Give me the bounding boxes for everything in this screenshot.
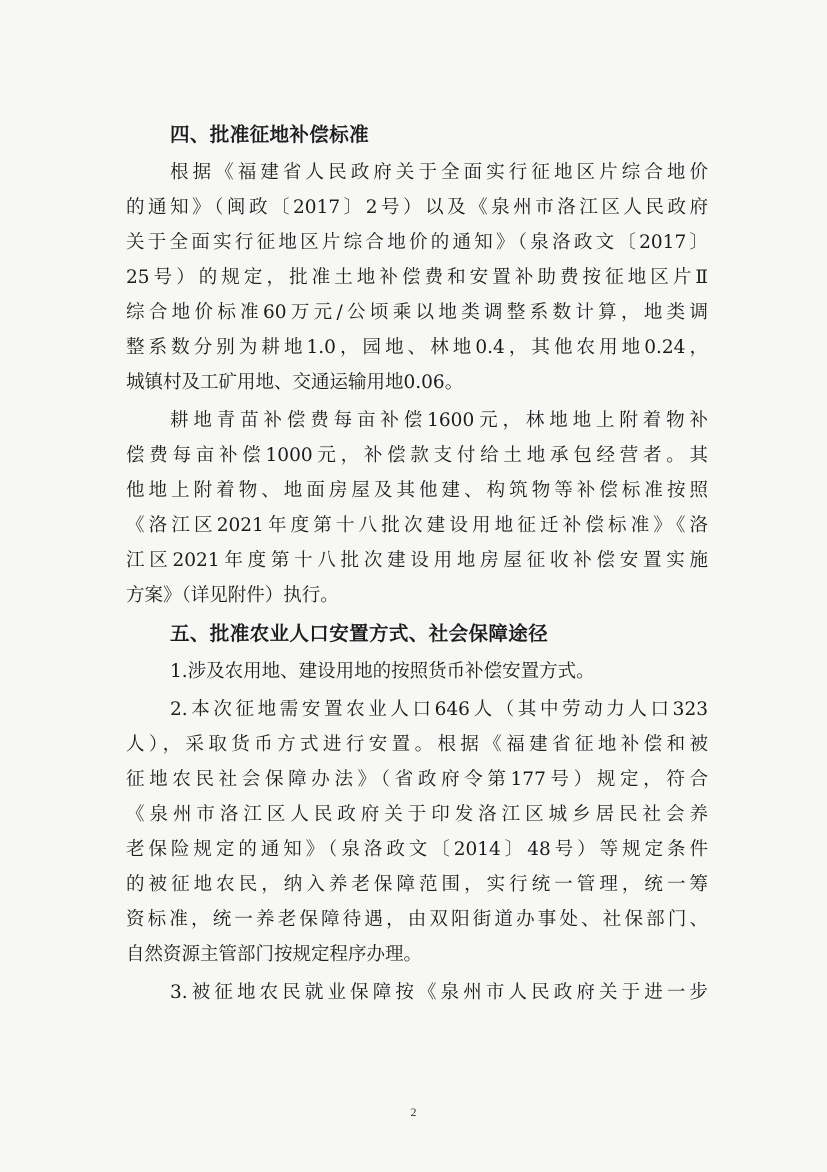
- text-line: 1.涉及农用地、建设用地的按照货币补偿安置方式。: [170, 661, 595, 682]
- section-heading: 五、批准农业人口安置方式、社会保障途径: [170, 622, 549, 645]
- page-number: 2: [410, 1105, 417, 1119]
- text-line: 自然资源主管部门按规定程序办理。: [126, 944, 423, 965]
- paragraph: [126, 155, 708, 400]
- text-line: 3.被征地农民就业保障按《泉州市人民政府关于进一步: [170, 982, 708, 1003]
- text-line: 资标准，统一养老保障待遇，由双阳街道办事处、社保部门、: [126, 909, 708, 930]
- text-line: 江区2021年度第十八批次建设用地房屋征收补偿安置实施: [126, 550, 708, 571]
- text-line: 综合地价标准60万元/公顷乘以地类调整系数计算，地类调: [126, 302, 708, 323]
- text-line: 老保险规定的通知》（泉洛政文〔2014〕48号）等规定条件: [126, 839, 708, 860]
- paragraph: [126, 654, 708, 689]
- section-heading: 四、批准征地补偿标准: [170, 123, 370, 146]
- text-line: 2.本次征地需安置农业人口646人（其中劳动力人口323: [170, 699, 708, 720]
- document-body: [126, 117, 708, 1013]
- text-line: 《洛江区2021年度第十八批次建设用地征迁补偿标准》《洛: [126, 515, 708, 536]
- paragraph: [126, 692, 708, 972]
- text-line: 的被征地农民，纳入养老保障范围，实行统一管理，统一筹: [126, 874, 708, 895]
- text-line: 根据《福建省人民政府关于全面实行征地区片综合地价: [170, 162, 708, 183]
- text-line: 25号）的规定，批准土地补偿费和安置补助费按征地区片Ⅱ: [126, 267, 708, 288]
- text-line: 关于全面实行征地区片综合地价的通知》（泉洛政文〔2017〕: [126, 232, 708, 253]
- text-line: 耕地青苗补偿费每亩补偿1600元，林地地上附着物补: [170, 410, 708, 431]
- text-line: 《泉州市洛江区人民政府关于印发洛江区城乡居民社会养: [126, 804, 708, 825]
- paragraph: [126, 403, 708, 613]
- text-line: 人），采取货币方式进行安置。根据《福建省征地补偿和被: [126, 734, 708, 755]
- text-line: 的通知》（闽政〔2017〕2号）以及《泉州市洛江区人民政府: [126, 197, 708, 218]
- text-line: 城镇村及工矿用地、交通运输用地0.06。: [126, 372, 464, 393]
- text-line: 他地上附着物、地面房屋及其他建、构筑物等补偿标准按照: [126, 480, 708, 501]
- text-line: 方案》（详见附件）执行。: [126, 585, 339, 606]
- text-line: 偿费每亩补偿1000元，补偿款支付给土地承包经营者。其: [126, 445, 708, 466]
- text-line: 征地农民社会保障办法》（省政府令第177号）规定，符合: [126, 769, 708, 790]
- text-line: 整系数分别为耕地1.0，园地、林地0.4，其他农用地0.24，: [126, 337, 708, 358]
- paragraph: [126, 975, 708, 1010]
